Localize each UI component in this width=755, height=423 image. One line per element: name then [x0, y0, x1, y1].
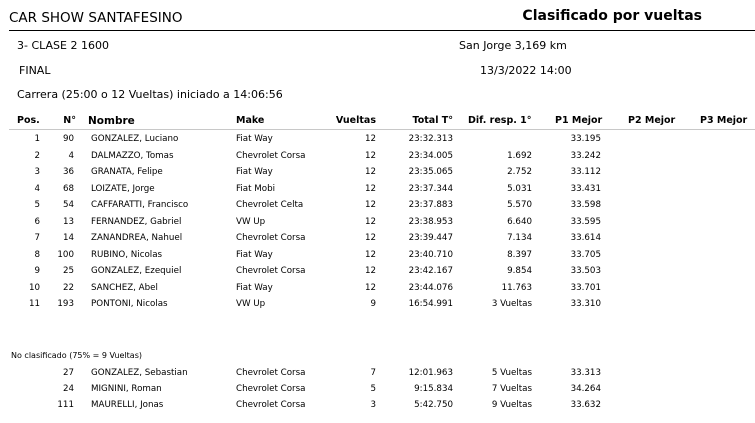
make-cell: Chevrolet Corsa: [236, 150, 306, 161]
laps-cell: 5: [370, 384, 376, 394]
table-row: [0, 280, 755, 297]
col-laps: Vueltas: [335, 115, 376, 126]
make-cell: Chevrolet Corsa: [236, 233, 306, 243]
col-p2-best: P2 Mejor: [628, 115, 676, 126]
table-row: [0, 230, 755, 247]
name-cell: ZANANDREA, Nahuel: [91, 233, 183, 243]
race-class: 3- CLASE 2 1600: [17, 39, 109, 52]
header-divider: [9, 30, 755, 31]
number-cell: 13: [62, 216, 74, 227]
diff-cell: 5.570: [507, 200, 532, 210]
number-cell: 27: [62, 368, 74, 378]
p1-best-cell: 33.313: [570, 368, 601, 378]
number-cell: 22: [62, 282, 74, 293]
name-cell: DALMAZZO, Tomas: [91, 150, 174, 161]
total-time-cell: 5:42.750: [414, 400, 453, 410]
p1-best-cell: 33.310: [570, 299, 601, 309]
diff-cell: 3 Vueltas: [491, 299, 532, 309]
pos-cell: 1: [34, 134, 40, 144]
total-time-cell: 23:40.710: [408, 249, 453, 260]
pos-cell: 8: [34, 249, 40, 260]
col-number: N°: [63, 115, 76, 126]
diff-cell: 5 Vueltas: [491, 368, 532, 378]
number-cell: 36: [62, 167, 74, 177]
col-p3-best: P3 Mejor: [700, 115, 748, 126]
pos-cell: 5: [34, 200, 40, 210]
col-diff: Dif. resp. 1°: [468, 115, 532, 126]
make-cell: VW Up: [236, 216, 266, 227]
p1-best-cell: 33.701: [570, 282, 601, 293]
laps-cell: 3: [370, 400, 376, 410]
total-time-cell: 23:39.447: [408, 233, 453, 243]
total-time-cell: 23:32.313: [408, 134, 453, 144]
p1-best-cell: 33.112: [570, 167, 601, 177]
pos-cell: 6: [34, 216, 40, 227]
organization-name: CAR SHOW SANTAFESINO: [9, 10, 183, 26]
laps-cell: 12: [364, 167, 376, 177]
table-row: [0, 263, 755, 280]
make-cell: Chevrolet Corsa: [236, 384, 306, 394]
total-time-cell: 23:38.953: [408, 216, 453, 227]
results-table: [0, 111, 755, 313]
table-row: [0, 131, 755, 148]
laps-cell: 12: [364, 216, 376, 227]
table-row: [0, 214, 755, 231]
name-cell: GRANATA, Felipe: [91, 167, 163, 177]
col-name: Nombre: [88, 115, 135, 127]
p1-best-cell: 33.595: [570, 216, 601, 227]
name-cell: MAURELLI, Jonas: [91, 400, 164, 410]
table-body: [0, 131, 755, 313]
name-cell: GONZALEZ, Ezequiel: [91, 266, 182, 276]
name-cell: CAFFARATTI, Francisco: [91, 200, 189, 210]
session-name: FINAL: [19, 64, 51, 77]
diff-cell: 5.031: [507, 183, 532, 194]
pos-cell: 2: [34, 150, 40, 161]
table-row: [0, 247, 755, 264]
make-cell: Fiat Way: [236, 134, 273, 144]
header-rule: [9, 129, 755, 130]
make-cell: VW Up: [236, 299, 266, 309]
table-row: [0, 381, 755, 397]
name-cell: RUBINO, Nicolas: [91, 249, 163, 260]
col-make: Make: [236, 115, 265, 126]
diff-cell: 7.134: [507, 233, 532, 243]
laps-cell: 12: [364, 249, 376, 260]
col-pos: Pos.: [17, 115, 40, 126]
report-header: [0, 0, 755, 31]
name-cell: LOIZATE, Jorge: [91, 183, 155, 194]
diff-cell: 7 Vueltas: [491, 384, 532, 394]
total-time-cell: 9:15.834: [414, 384, 453, 394]
laps-cell: 9: [370, 299, 376, 309]
number-cell: 193: [57, 299, 74, 309]
name-cell: SANCHEZ, Abel: [91, 282, 158, 293]
pos-cell: 10: [28, 282, 40, 293]
col-p1-best: P1 Mejor: [555, 115, 603, 126]
pos-cell: 11: [28, 299, 40, 309]
laps-cell: 12: [364, 150, 376, 161]
table-row: [0, 181, 755, 198]
laps-cell: 12: [364, 282, 376, 293]
diff-cell: 1.692: [507, 150, 532, 161]
total-time-cell: 23:44.076: [408, 282, 453, 293]
col-total-time: Total T°: [412, 115, 453, 126]
session-datetime: 13/3/2022 14:00: [480, 64, 572, 77]
table-row: [0, 365, 755, 381]
total-time-cell: 12:01.963: [408, 368, 453, 378]
race-description: Carrera (25:00 o 12 Vueltas) iniciado a 14:06:56: [17, 88, 283, 101]
laps-cell: 12: [364, 233, 376, 243]
p1-best-cell: 33.614: [570, 233, 601, 243]
pos-cell: 9: [34, 266, 40, 276]
circuit-info: San Jorge 3,169 km: [459, 39, 567, 52]
pos-cell: 3: [34, 167, 40, 177]
make-cell: Chevrolet Corsa: [236, 400, 306, 410]
name-cell: GONZALEZ, Sebastian: [91, 368, 188, 378]
table-header: [0, 111, 755, 131]
table-row: [0, 296, 755, 313]
make-cell: Fiat Way: [236, 167, 273, 177]
p1-best-cell: 33.503: [570, 266, 601, 276]
table-row: [0, 197, 755, 214]
make-cell: Fiat Way: [236, 282, 273, 293]
report-title: Clasificado por vueltas: [522, 8, 702, 24]
p1-best-cell: 33.705: [570, 249, 601, 260]
p1-best-cell: 33.242: [570, 150, 601, 161]
name-cell: PONTONI, Nicolas: [91, 299, 168, 309]
number-cell: 90: [62, 134, 74, 144]
diff-cell: 2.752: [507, 167, 532, 177]
number-cell: 54: [62, 200, 74, 210]
number-cell: 68: [62, 183, 74, 194]
total-time-cell: 23:42.167: [408, 266, 453, 276]
p1-best-cell: 33.632: [570, 400, 601, 410]
make-cell: Chevrolet Corsa: [236, 368, 306, 378]
make-cell: Fiat Mobi: [236, 183, 276, 194]
diff-cell: 9 Vueltas: [491, 400, 532, 410]
laps-cell: 7: [370, 368, 376, 378]
total-time-cell: 23:34.005: [408, 150, 453, 161]
table-row: [0, 397, 755, 413]
total-time-cell: 16:54.991: [408, 299, 453, 309]
number-cell: 25: [62, 266, 74, 276]
p1-best-cell: 34.264: [570, 384, 601, 394]
diff-cell: 6.640: [507, 216, 532, 227]
laps-cell: 12: [364, 134, 376, 144]
p1-best-cell: 33.431: [570, 183, 601, 194]
table-row: [0, 164, 755, 181]
number-cell: 24: [62, 384, 74, 394]
laps-cell: 12: [364, 266, 376, 276]
number-cell: 100: [57, 249, 74, 260]
make-cell: Chevrolet Corsa: [236, 266, 306, 276]
number-cell: 111: [57, 400, 74, 410]
not-classified-label: No clasificado (75% = 9 Vueltas): [11, 351, 142, 360]
diff-cell: 8.397: [507, 249, 532, 260]
total-time-cell: 23:35.065: [408, 167, 453, 177]
p1-best-cell: 33.598: [570, 200, 601, 210]
pos-cell: 4: [34, 183, 40, 194]
make-cell: Chevrolet Celta: [236, 200, 304, 210]
name-cell: FERNANDEZ, Gabriel: [91, 216, 182, 227]
pos-cell: 7: [34, 233, 40, 243]
number-cell: 14: [62, 233, 74, 243]
diff-cell: 9.854: [507, 266, 532, 276]
laps-cell: 12: [364, 183, 376, 194]
not-classified-table: [0, 365, 755, 413]
name-cell: MIGNINI, Roman: [91, 384, 162, 394]
table-row: [0, 148, 755, 165]
laps-cell: 12: [364, 200, 376, 210]
make-cell: Fiat Way: [236, 249, 273, 260]
total-time-cell: 23:37.883: [408, 200, 453, 210]
name-cell: GONZALEZ, Luciano: [91, 134, 179, 144]
number-cell: 4: [68, 150, 74, 161]
diff-cell: 11.763: [501, 282, 532, 293]
total-time-cell: 23:37.344: [408, 183, 453, 194]
p1-best-cell: 33.195: [570, 134, 601, 144]
